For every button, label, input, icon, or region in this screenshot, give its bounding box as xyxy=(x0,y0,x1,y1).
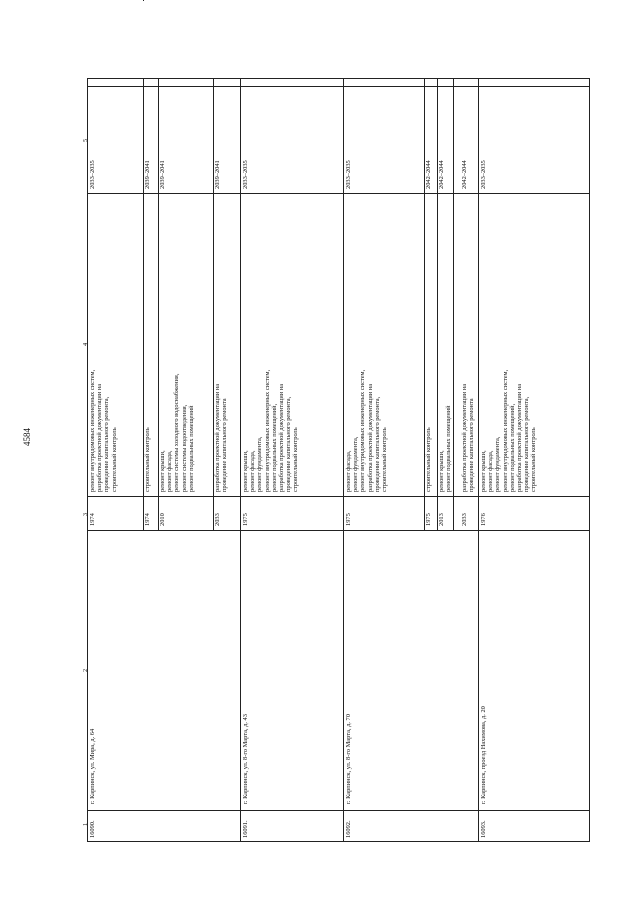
col-divider-1-2 xyxy=(87,810,590,811)
row-period: 2042–2044 xyxy=(425,160,432,189)
col-divider-3-4 xyxy=(87,496,590,497)
row-period: 2033–2035 xyxy=(345,160,352,189)
header-row-divider xyxy=(87,86,590,87)
row-divider-2 xyxy=(343,78,344,842)
row-number: 16090. xyxy=(89,820,96,838)
row-period: 2033–2035 xyxy=(89,160,96,189)
header-col-4: 4 xyxy=(82,342,89,346)
row-address: г. Карпинск, ул. 8-го Марта, д. 70 xyxy=(345,714,352,804)
row-address: г. Карпинск, ул. 8-го Марта, д. 43 xyxy=(242,714,249,804)
row-period: 2039–2041 xyxy=(214,160,221,189)
row-works: ремонт крыши, ремонт подвальных помещений xyxy=(438,405,453,492)
row-period: 2042–2044 xyxy=(438,160,445,189)
row-works: разработка проектной документации на проведение капитального ремонта xyxy=(461,383,476,492)
row-works: ремонт фасада, ремонт фундамента, ремонт внутридомовых инженерных систем, разработка проектной документации на проведение капитального ремонта, строительный контроль xyxy=(345,369,389,492)
row-works: ремонт крыши, ремонт фасада, ремонт системы холодного водоснабжения, ремонт системы водоотведения, ремонт подвальных помещений xyxy=(159,373,195,492)
subrow-divider-f xyxy=(453,78,454,530)
row-divider-1 xyxy=(240,78,241,842)
row-period: 2033–2035 xyxy=(242,160,249,189)
row-year: 1974 xyxy=(89,513,96,526)
row-works: строительный контроль xyxy=(144,427,151,492)
row-works: ремонт крыши, ремонт фасада, ремонт фундамента, ремонт внутридомовых инженерных систем, ремонт подвальных помещений, разработка проектной документации на проведение капитального ремонта, строительный контроль xyxy=(242,369,300,492)
row-works: ремонт внутридомовых инженерных систем, разработка проектной документации на проведение капитального ремонта, строительный контроль xyxy=(89,369,118,492)
row-year: 2033 xyxy=(214,513,221,526)
row-year: 2013 xyxy=(438,513,445,526)
row-works: разработка проектной документации на проведение капитального ремонта xyxy=(214,383,229,492)
row-address: г. Карпинск, проезд Нахимова, д. 20 xyxy=(480,706,487,804)
row-period: 2039–2041 xyxy=(144,160,151,189)
row-works: ремонт крыши, ремонт фасада, ремонт фундамента, ремонт внутридомовых инженерных систем, ремонт подвальных помещений, разработка проектной документации на проведение капитального ремонта, строительный контроль xyxy=(480,369,538,492)
row-period: 2033–2035 xyxy=(480,160,487,189)
row-number: 16092. xyxy=(345,820,352,838)
row-number: 16091. xyxy=(242,820,249,838)
header-col-3: 3 xyxy=(82,512,89,516)
header-col-2: 2 xyxy=(82,668,89,672)
row-year: 1976 xyxy=(480,513,487,526)
row-year: 2033 xyxy=(461,513,468,526)
col-divider-4-5 xyxy=(87,193,590,194)
row-year: 1975 xyxy=(345,513,352,526)
row-year: 2010 xyxy=(159,513,166,526)
page-number: 4584 xyxy=(22,428,32,446)
row-works: строительный контроль xyxy=(425,427,432,492)
row-period: 2039–2041 xyxy=(159,160,166,189)
row-number: 16093. xyxy=(480,820,487,838)
row-year: 1974 xyxy=(144,513,151,526)
row-year: 1975 xyxy=(242,513,249,526)
col-divider-2-3 xyxy=(87,530,590,531)
header-col-5: 5 xyxy=(82,138,89,142)
row-year: 1975 xyxy=(425,513,432,526)
row-period: 2042–2044 xyxy=(461,160,468,189)
header-col-1: 1 xyxy=(82,822,89,826)
row-divider-3 xyxy=(478,78,479,842)
row-address: г. Карпинск, ул. Мира, д. 64 xyxy=(89,728,96,804)
